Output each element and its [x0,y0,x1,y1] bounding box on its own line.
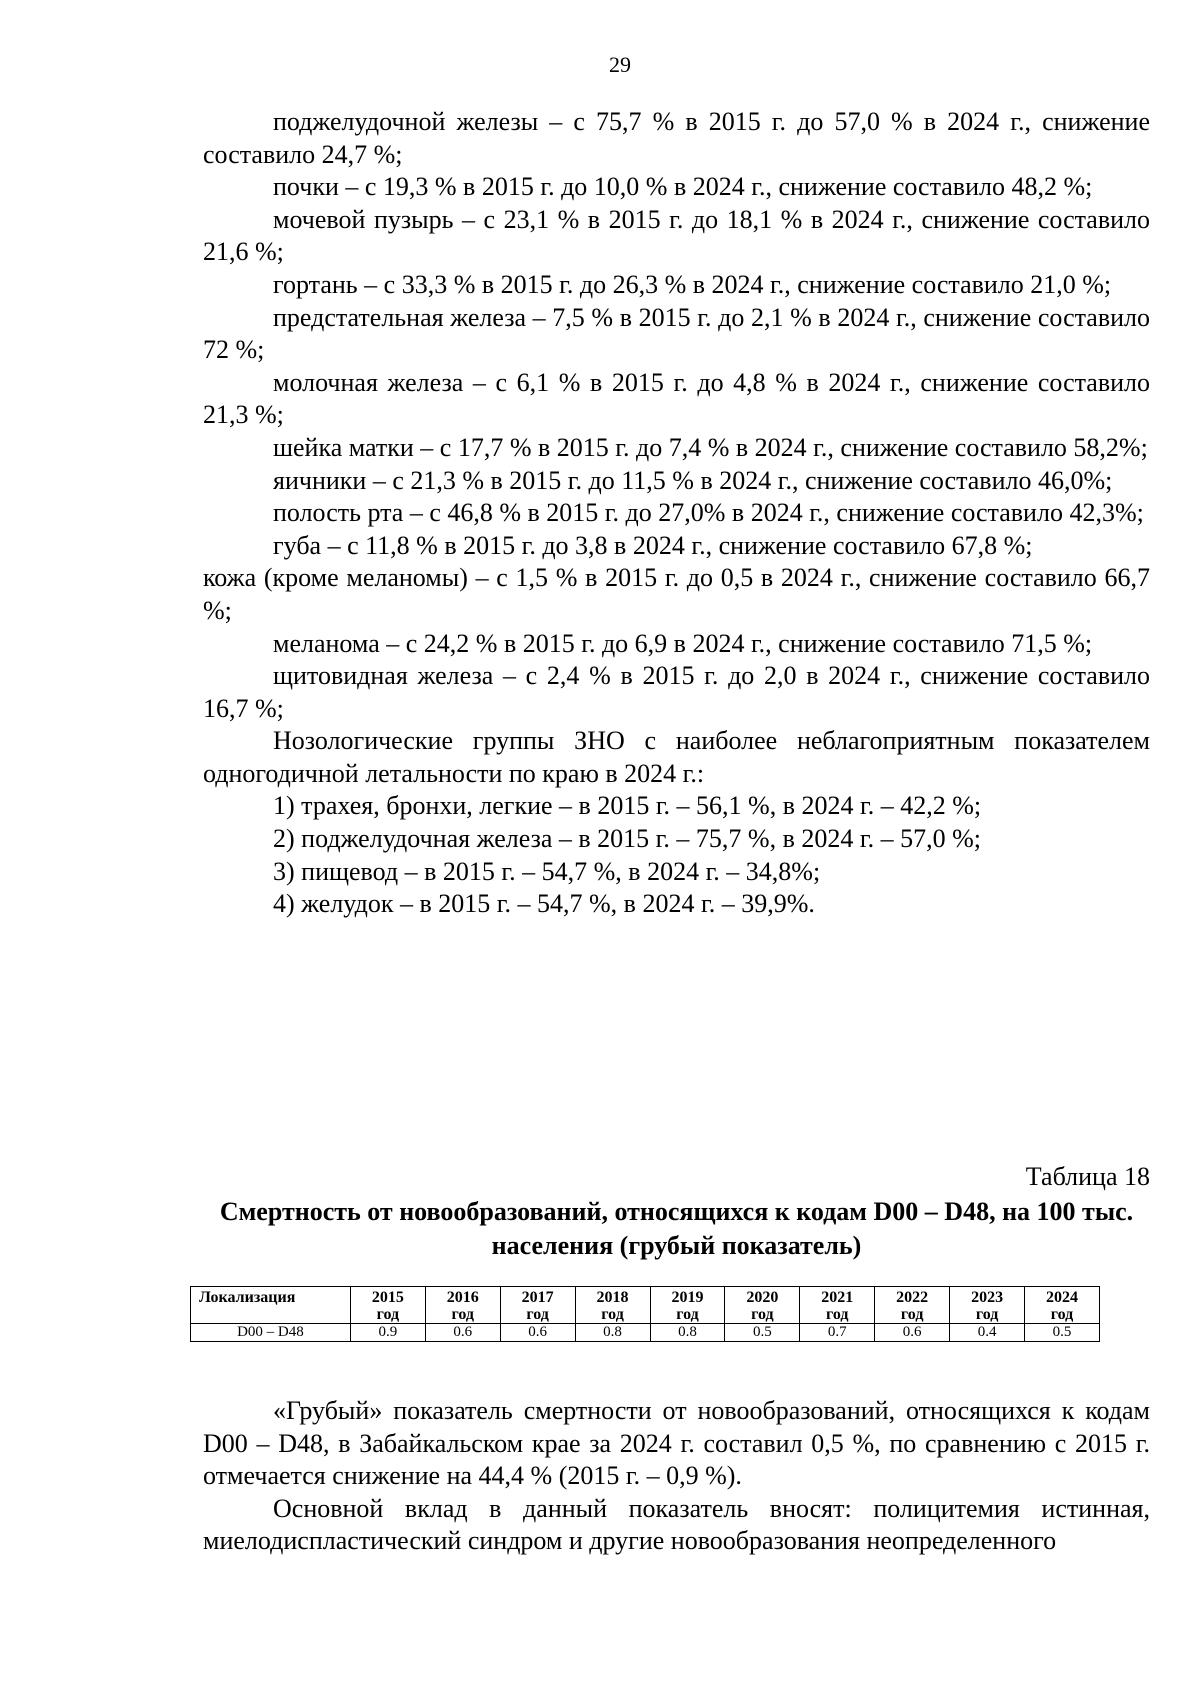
paragraph: мочевой пузырь – с 23,1 % в 2015 г. до 18,1 % в 2024 г., снижение составило 21,6 %; [203,204,1150,267]
table-header-year: 2017 год [500,1287,575,1324]
table-header-row [191,1287,1100,1324]
paragraph: щитовидная железа – с 2,4 % в 2015 г. до 2,0 в 2024 г., снижение составило 16,7 %; [203,661,1150,723]
table-row [191,1324,1100,1342]
paragraph: меланома – с 24,2 % в 2015 г. до 6,9 в 2024 г., снижение составило 71,5 %; [273,628,1093,658]
mortality-table [190,1286,1100,1342]
table-header-year: 2023 год [950,1287,1025,1324]
table-cell: 0.4 [950,1324,1025,1342]
list-item: 2) поджелудочная железа – в 2015 г. – 75,7 %, в 2024 г. – 57,0 %; [273,824,981,854]
paragraph: предстательная железа – 7,5 % в 2015 г. до 2,1 % в 2024 г., снижение составило 72 %; [203,302,1150,365]
body-text-top [203,106,1150,921]
table-header-year: 2022 год [875,1287,950,1324]
table-cell: 0.6 [875,1324,950,1342]
table-header-year: 2019 год [650,1287,725,1324]
table-cell-label: D00 – D48 [191,1324,351,1342]
paragraph: Основной вклад в данный показатель вносят: полицитемия истинная, миелодиспластический синдром и другие новообразования неопределенного [203,1493,1150,1556]
paragraph: яичники – с 21,3 % в 2015 г. до 11,5 % в 2024 г., снижение составило 46,0%; [273,465,1113,495]
paragraph: шейка матки – с 17,7 % в 2015 г. до 7,4 % в 2024 г., снижение составило 58,2%; [273,432,1148,462]
table-header-year: 2016 год [425,1287,500,1324]
paragraph: молочная железа – с 6,1 % в 2015 г. до 4,8 % в 2024 г., снижение составило 21,3 %; [203,367,1150,430]
page-number: 29 [609,52,631,77]
paragraph: гортань – с 33,3 % в 2015 г. до 26,3 % в 2024 г., снижение составило 21,0 %; [273,269,1112,299]
paragraph: почки – с 19,3 % в 2015 г. до 10,0 % в 2024 г., снижение составило 48,2 %; [273,172,1093,202]
list-item: 4) желудок – в 2015 г. – 54,7 %, в 2024 г. – 39,9%. [273,889,815,919]
paragraph: Нозологические группы ЗНО с наиболее неблагоприятным показателем одногодичной летальности по краю в 2024 г.: [203,726,1150,788]
table-cell: 0.5 [725,1324,800,1342]
paragraph: полость рта – с 46,8 % в 2015 г. до 27,0% в 2024 г., снижение составило 42,3%; [273,498,1144,528]
paragraph: кожа (кроме меланомы) – с 1,5 % в 2015 г. до 0,5 в 2024 г., снижение составило 66,7 %; [203,563,1150,625]
table-cell: 0.6 [425,1324,500,1342]
table-cell: 0.9 [350,1324,425,1342]
body-text-bottom [203,1395,1150,1558]
table-cell: 0.8 [575,1324,650,1342]
table-header-year: 2015 год [350,1287,425,1324]
paragraph: «Грубый» показатель смертности от новообразований, относящихся к кодам D00 – D48, в Забайкальском крае за 2024 г. составил 0,5 %, по сравнению с 2015 г. отмечается снижение на 44,4 % (2015 г. – 0,9 %). [203,1396,1150,1491]
table-header-year: 2021 год [800,1287,875,1324]
table-header-year: 2020 год [725,1287,800,1324]
list-item: 1) трахея, бронхи, легкие – в 2015 г. – 56,1 %, в 2024 г. – 42,2 %; [273,791,982,821]
table-header-localization: Локализация [191,1287,351,1324]
table-header-year: 2024 год [1025,1287,1100,1324]
mortality-table-wrap [190,1286,1100,1342]
table-cell: 0.5 [1025,1324,1100,1342]
paragraph: губа – с 11,8 % в 2015 г. до 3,8 в 2024 г., снижение составило 67,8 %; [273,530,1033,560]
paragraph: поджелудочной железы – с 75,7 % в 2015 г. до 57,0 % в 2024 г., снижение составило 24,7 %; [203,107,1150,169]
table-cell: 0.6 [500,1324,575,1342]
table-cell: 0.8 [650,1324,725,1342]
list-item: 3) пищевод – в 2015 г. – 54,7 %, в 2024 г. – 34,8%; [273,856,821,886]
table-header-year: 2018 год [575,1287,650,1324]
table-title: Смертность от новообразований, относящихся к кодам D00 – D48, на 100 тыс. населения (грубый показатель) [219,1197,1134,1260]
table-cell: 0.7 [800,1324,875,1342]
table-caption: Таблица 18 [1025,1162,1150,1191]
